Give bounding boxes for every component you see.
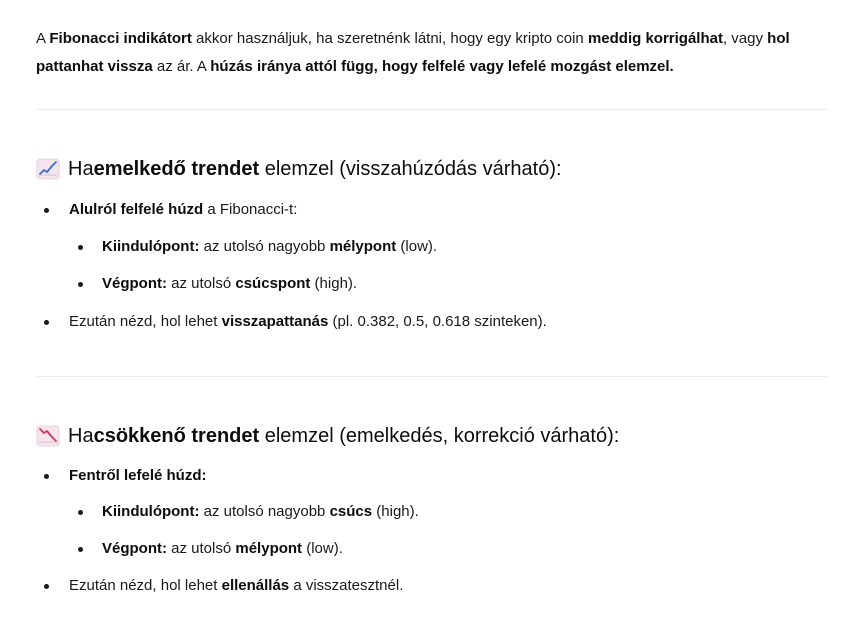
intro-bold-fibonacci: Fibonacci indikátort [49, 30, 192, 47]
list-item-bold: Fentről lefelé húzd: [69, 467, 207, 484]
list-item-bold: Végpont: [102, 540, 167, 557]
list-item-bold: ellenállás [221, 577, 290, 594]
sub-list-item [102, 273, 357, 295]
list-item-text: (low). [396, 238, 438, 255]
intro-text: az ár. A [152, 58, 211, 75]
list-item-bold: mélypont [329, 238, 397, 255]
heading-text: elemzel (visszahúzódás várható): [259, 158, 562, 180]
sub-list-item [102, 236, 437, 258]
list-item-text: (high). [372, 503, 419, 520]
bullet [44, 320, 49, 325]
list-item-text: a visszatesztnél. [289, 577, 404, 594]
list-item-text: Ezután nézd, hol lehet [69, 577, 222, 594]
bullet [78, 547, 83, 552]
list-item-text: Ezután nézd, hol lehet [69, 313, 222, 330]
list-item [69, 311, 547, 333]
heading-uptrend [36, 155, 562, 183]
intro-text: , vagy [722, 30, 768, 47]
heading-downtrend [36, 422, 619, 450]
list-item-bold: Alulról felfelé húzd [69, 201, 204, 218]
section-divider [36, 109, 828, 110]
intro-paragraph [36, 25, 826, 81]
sub-list-item [102, 538, 343, 560]
list-item-text: a Fibonacci-t: [203, 201, 298, 218]
heading-bold: emelkedő trendet [93, 158, 260, 180]
list-item-text: az utolsó nagyobb [199, 503, 330, 520]
list-item-text: (high). [310, 275, 358, 292]
list-item-bold: csúcs [329, 503, 373, 520]
list-item [69, 575, 403, 597]
list-item-text: az utolsó nagyobb [199, 238, 330, 255]
heading-text: Ha [68, 158, 94, 180]
heading-text: Ha [68, 425, 94, 447]
list-item-bold: visszapattanás [221, 313, 329, 330]
bullet [78, 245, 83, 250]
list-item [69, 199, 297, 221]
list-item-bold: mélypont [235, 540, 303, 557]
list-item-bold: Végpont: [102, 275, 167, 292]
heading-text: elemzel (emelkedés, korrekció várható): [259, 425, 620, 447]
list-item-text: (pl. 0.382, 0.5, 0.618 szinteken). [328, 313, 547, 330]
intro-bold-direction: húzás iránya attól függ, hogy felfelé vagy lefelé mozgást elemzel. [210, 58, 674, 75]
list-item-text: (low). [302, 540, 343, 557]
list-item-bold: Kiindulópont: [102, 238, 200, 255]
list-item-bold: Kiindulópont: [102, 503, 200, 520]
list-item-text: az utolsó [167, 275, 236, 292]
intro-text: akkor használjuk, ha szeretnénk látni, hogy egy kripto coin [191, 30, 588, 47]
list-item-text: az utolsó [167, 540, 236, 557]
sub-list-item [102, 501, 419, 523]
bullet [78, 282, 83, 287]
bullet [78, 510, 83, 515]
section-divider [36, 376, 828, 377]
bullet [44, 208, 49, 213]
heading-bold: csökkenő trendet [93, 425, 260, 447]
bullet [44, 584, 49, 589]
list-item [69, 465, 207, 487]
chart-increasing-icon [36, 158, 60, 180]
intro-bold-bounce: hol pattanhat vissza [36, 30, 790, 75]
intro-text: A [36, 30, 50, 47]
chart-decreasing-icon [36, 425, 60, 447]
bullet [44, 474, 49, 479]
list-item-bold: csúcspont [235, 275, 311, 292]
intro-bold-correction: meddig korrigálhat [587, 30, 723, 47]
